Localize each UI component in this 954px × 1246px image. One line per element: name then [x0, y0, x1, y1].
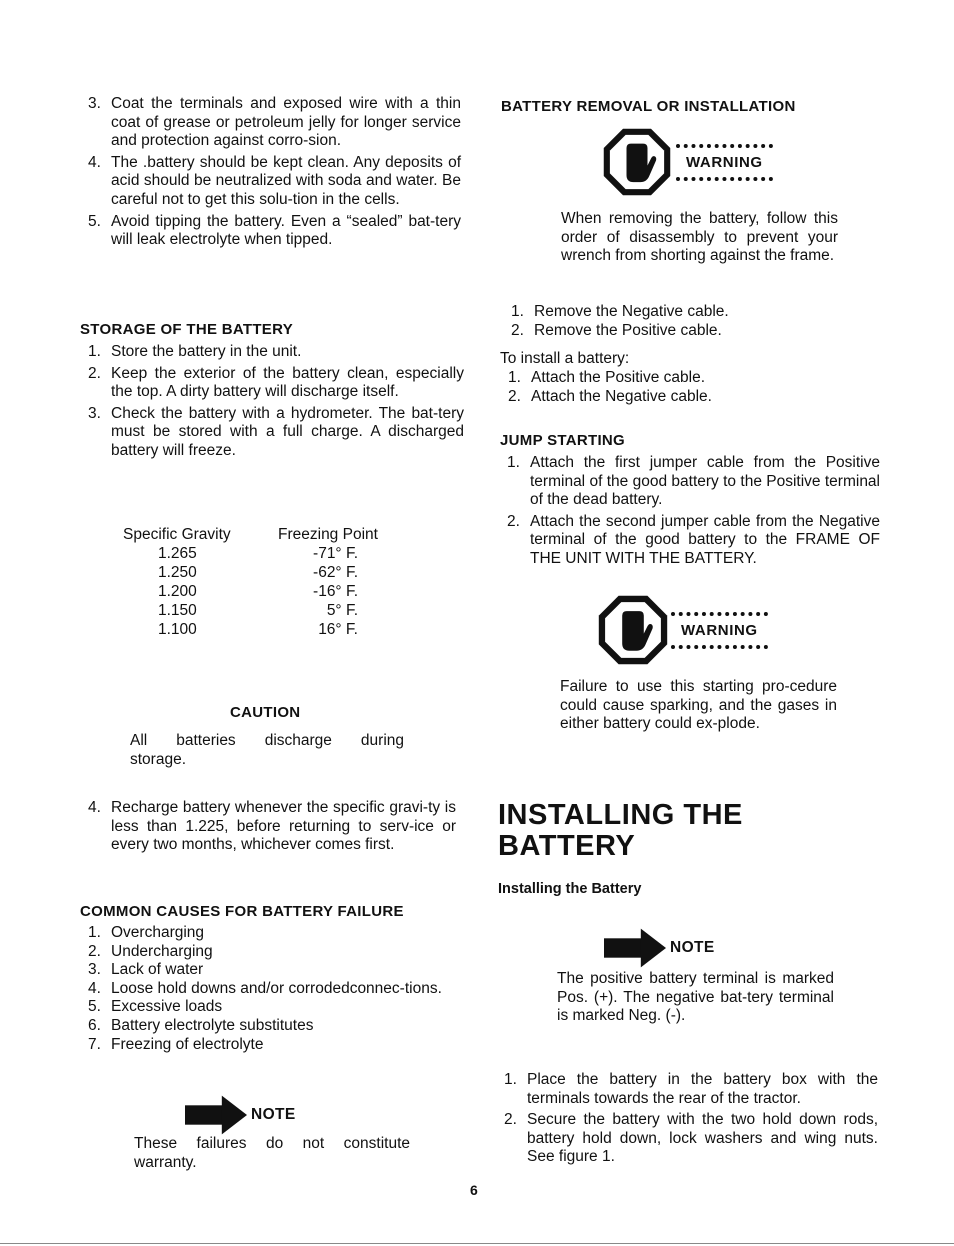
list-item: 1. Overcharging [88, 924, 205, 941]
storage-heading: STORAGE OF THE BATTERY [80, 321, 293, 338]
failure-heading: COMMON CAUSES FOR BATTERY FAILURE [80, 903, 404, 920]
subheading: Installing the Battery [498, 881, 642, 897]
list-item: 1. Attach the Positive cable. [508, 369, 706, 386]
table-row: 1.250 -62° F. [158, 564, 358, 581]
list-item: 1. Store the battery in the unit. [88, 343, 302, 360]
note-arrow-icon [185, 1095, 247, 1135]
table-header-freezing-point: Freezing Point [278, 526, 378, 543]
jump-list [507, 454, 880, 572]
list-item: 3. Lack of water [88, 961, 204, 979]
table-row: 1.265 -71° F. [158, 545, 358, 562]
list-item: 6. Battery electrolyte substitutes [88, 1016, 314, 1034]
install-intro: To install a battery: [500, 350, 630, 367]
jump-starting-heading: JUMP STARTING [500, 432, 626, 449]
list-item: 7. Freezing of electrolyte [88, 1035, 264, 1053]
list-item: 2. Attach the second jumper cable from the Negative terminal of the good battery to the FRAME OF THE UNIT WITH THE BATTERY. [507, 512, 880, 567]
warning-label-2: WARNING [671, 612, 768, 649]
hand-stop-icon [597, 594, 669, 666]
table-row: 1.150 5° F. [158, 602, 358, 619]
failure-list [88, 924, 460, 1054]
list-item: 5. Excessive loads [88, 998, 223, 1016]
list-item: 1. Remove the Negative cable. [511, 303, 729, 320]
table-row: 1.100 16° F. [158, 621, 358, 638]
list-item: 2. Undercharging [88, 942, 213, 960]
list-item: 4. The .battery should be kept clean. Any deposits of acid should be neutralized with soda and water. Be careful not to get this solu-tion in the cells. [88, 153, 461, 208]
left-note: NOTE [185, 1095, 296, 1135]
storage-list [88, 343, 464, 464]
page-number: 6 [470, 1182, 478, 1198]
table-header-row [123, 525, 378, 544]
left-note-text: These failures do not constitute warranty. [134, 1135, 410, 1171]
table-row: 1.200 -16° F. [158, 583, 358, 600]
list-item: 2. Attach the Negative cable. [508, 387, 712, 405]
list-item: 1. Place the battery in the battery box with the terminals towards the rear of the tractor. [504, 1071, 878, 1107]
freezing-point-table [123, 525, 378, 639]
list-item: 3. Check the battery with a hydrometer. The bat-tery must be stored with a full charge. A discharged battery will freeze. [88, 404, 464, 459]
left-top-list [88, 95, 461, 253]
list-item: 4. Loose hold downs and/or corrodedconnec-tions. [88, 979, 442, 997]
list-item: 1. Attach the first jumper cable from the Positive terminal of the good battery to the Positive terminal of the dead battery. [507, 454, 880, 509]
right-note: NOTE [604, 928, 715, 968]
warning-1-text: When removing the battery, follow this order of disassembly to prevent your wrench from shorting against the frame. [561, 210, 838, 265]
warning-label-1: WARNING [676, 144, 773, 181]
caution-heading: CAUTION [230, 704, 301, 721]
caution-text: All batteries discharge during storage. [130, 732, 404, 768]
warning-box-1 [602, 127, 773, 197]
install-list [508, 369, 808, 406]
right-note-text: The positive battery terminal is marked Pos. (+). The negative bat-tery terminal is marked Neg. (-). [557, 970, 834, 1025]
list-item: 2. Keep the exterior of the battery clean, especially the top. A dirty battery will discharge itself. [88, 364, 464, 401]
list-item: 5. Avoid tipping the battery. Even a “sealed” bat-tery will leak electrolyte when tipped. [88, 212, 461, 249]
recharge-item: 4. Recharge battery whenever the specific gravi-ty is less than 1.225, before returning to serv-ice or every two months, whichever comes first. [88, 799, 456, 854]
list-item: 2. Remove the Positive cable. [511, 321, 722, 339]
section-title: INSTALLING THE BATTERY [498, 799, 743, 862]
removal-heading: BATTERY REMOVAL OR INSTALLATION [501, 98, 796, 115]
removal-list [511, 303, 811, 340]
table-header-specific-gravity: Specific Gravity [123, 526, 231, 543]
bottom-rule [0, 1243, 954, 1244]
list-item: 2. Secure the battery with the two hold down rods, battery hold down, lock washers and wing nuts. See figure 1. [504, 1111, 878, 1166]
list-item: 3. Coat the terminals and exposed wire with a thin coat of grease or petroleum jelly for longer service and protection against corro-sion. [88, 95, 461, 150]
warning-box-2 [597, 594, 768, 666]
note-arrow-icon [604, 928, 666, 968]
hand-stop-icon [602, 127, 672, 197]
warning-2-text: Failure to use this starting pro-cedure could cause sparking, and the gases in either battery could ex-plode. [560, 678, 837, 733]
install-steps [504, 1071, 878, 1170]
